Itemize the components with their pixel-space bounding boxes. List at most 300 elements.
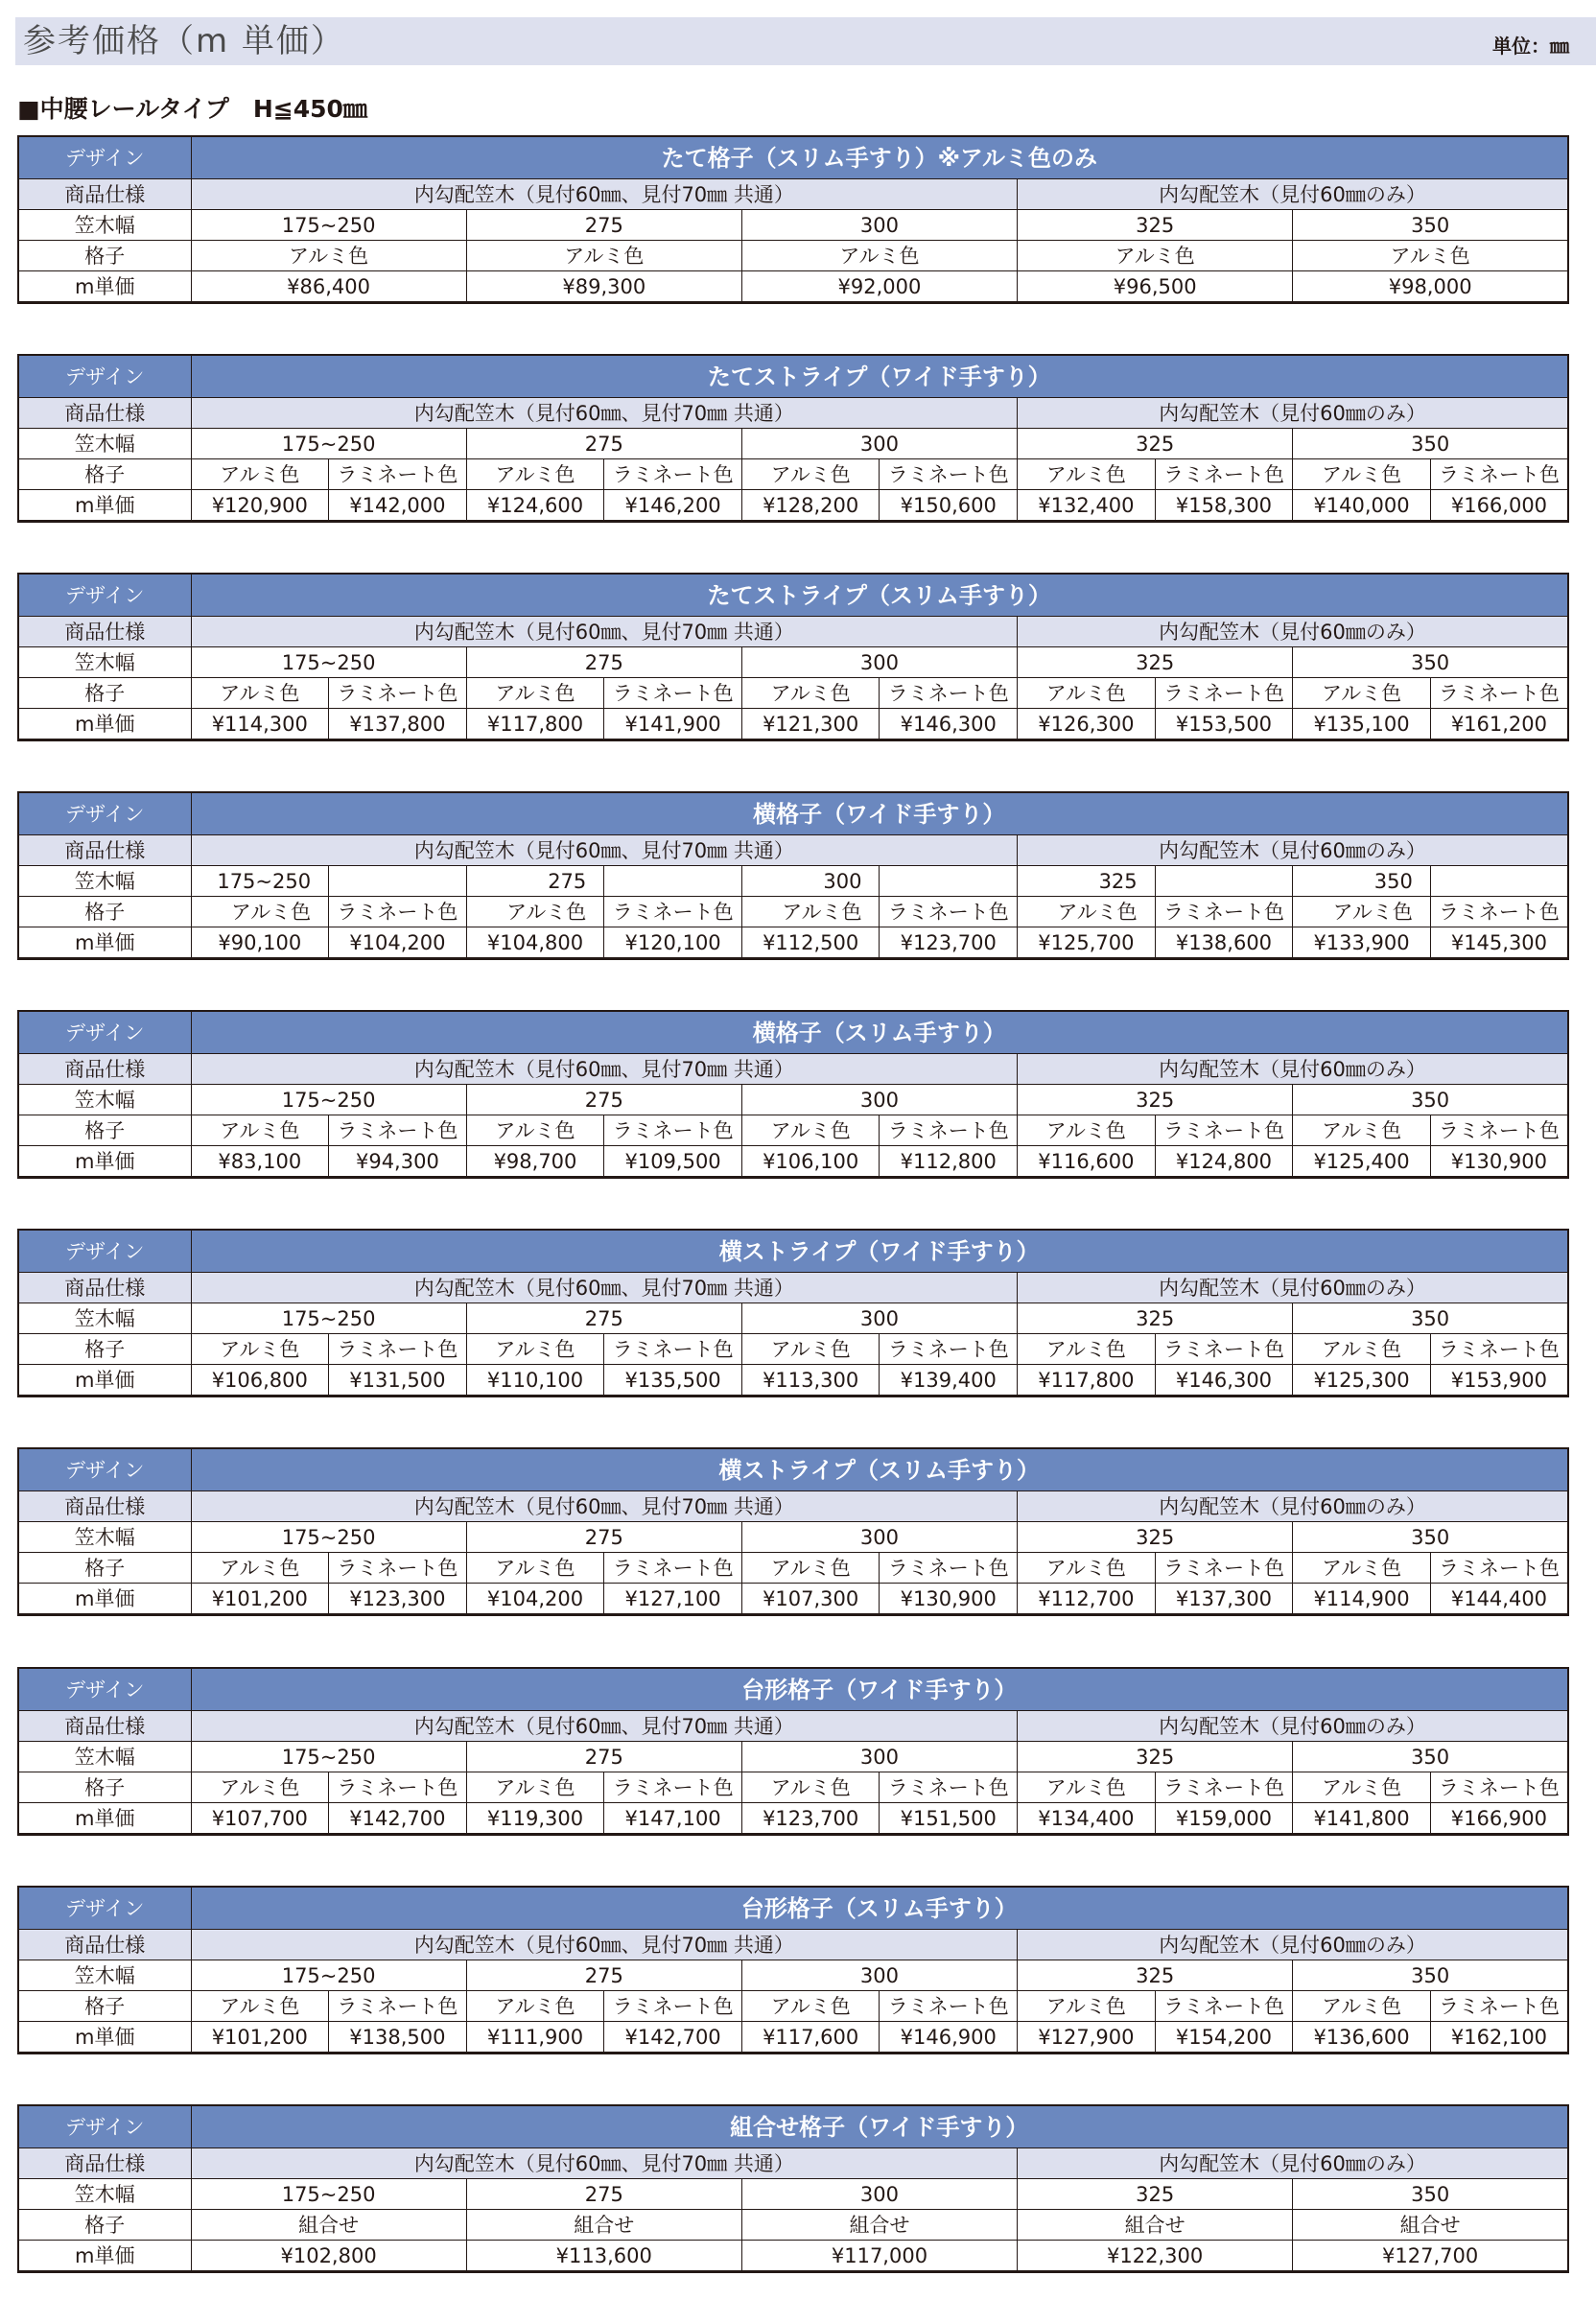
width-value: 175~250: [191, 210, 466, 241]
lattice-laminate: ラミネート色: [1155, 1334, 1293, 1365]
lattice-label: 格子: [18, 459, 191, 490]
price-value: ¥98,700: [466, 1146, 604, 1178]
width-value: 350: [1293, 2179, 1568, 2210]
price-value: ¥125,400: [1293, 1146, 1431, 1178]
lattice-value: アルミ色: [741, 241, 1017, 271]
price-value: ¥122,300: [1018, 2241, 1293, 2272]
price-value: ¥101,200: [191, 1584, 329, 1615]
width-value: 300: [741, 2179, 1017, 2210]
price-value: ¥134,400: [1018, 1803, 1156, 1835]
price-table: [17, 1229, 1569, 1397]
price-value: ¥132,400: [1018, 490, 1156, 522]
width-value: 275: [466, 1522, 741, 1553]
lattice-alumi: アルミ色: [1293, 1772, 1431, 1803]
price-value: ¥112,500: [741, 927, 880, 959]
price-value: ¥125,700: [1018, 927, 1156, 959]
design-label: デザイン: [18, 574, 191, 617]
price-value: ¥112,700: [1018, 1584, 1156, 1615]
price-value: ¥104,800: [466, 927, 604, 959]
price-label: m単価: [18, 1584, 191, 1615]
price-value: ¥138,600: [1155, 927, 1293, 959]
spec-left: 内勾配笠木（見付60㎜、見付70㎜ 共通）: [191, 1711, 1018, 1742]
lattice-alumi: アルミ色: [466, 1772, 604, 1803]
spec-label: 商品仕様: [18, 1491, 191, 1522]
width-value: 300: [741, 1742, 1017, 1772]
lattice-alumi: アルミ色: [1293, 1115, 1431, 1146]
lattice-alumi: アルミ色: [191, 1115, 329, 1146]
spec-label: 商品仕様: [18, 2148, 191, 2179]
lattice-laminate: ラミネート色: [880, 1772, 1018, 1803]
design-label: デザイン: [18, 2105, 191, 2148]
price-value: ¥135,100: [1293, 709, 1431, 740]
lattice-laminate: ラミネート色: [880, 1991, 1018, 2022]
width-value: 350: [1293, 647, 1568, 678]
price-value: ¥94,300: [329, 1146, 467, 1178]
lattice-alumi: アルミ色: [1018, 1772, 1156, 1803]
price-value: ¥104,200: [329, 927, 467, 959]
lattice-alumi: アルミ色: [1018, 678, 1156, 709]
width-value: 325: [1018, 1960, 1293, 1991]
lattice-alumi: アルミ色: [1018, 897, 1156, 927]
lattice-label: 格子: [18, 2210, 191, 2241]
width-value: 325: [1018, 866, 1156, 897]
lattice-laminate: ラミネート色: [1155, 1772, 1293, 1803]
spec-right: 内勾配笠木（見付60㎜のみ）: [1018, 1054, 1568, 1085]
price-value: ¥110,100: [466, 1365, 604, 1396]
width-value: 175~250: [191, 1960, 466, 1991]
spec-right: 内勾配笠木（見付60㎜のみ）: [1018, 398, 1569, 429]
width-value: 275: [466, 1303, 741, 1334]
price-value: ¥127,700: [1293, 2241, 1568, 2272]
spec-label: 商品仕様: [18, 1711, 191, 1742]
price-value: ¥166,000: [1430, 490, 1568, 522]
price-table: [17, 2104, 1569, 2273]
width-value: 300: [741, 1522, 1017, 1553]
price-label: m単価: [18, 1146, 191, 1178]
page-title: 参考価格（m 単価）: [23, 22, 345, 60]
lattice-laminate: ラミネート色: [880, 1553, 1018, 1584]
width-value: 175~250: [191, 2179, 466, 2210]
price-value: ¥109,500: [604, 1146, 742, 1178]
price-value: ¥137,300: [1155, 1584, 1293, 1615]
price-value: ¥113,600: [466, 2241, 741, 2272]
design-label: デザイン: [18, 792, 191, 835]
lattice-label: 格子: [18, 1553, 191, 1584]
lattice-value: 組合せ: [1018, 2210, 1293, 2241]
width-value: 300: [741, 1960, 1017, 1991]
price-value: ¥117,800: [1018, 1365, 1156, 1396]
spec-label: 商品仕様: [18, 617, 191, 647]
lattice-laminate: ラミネート色: [1430, 1991, 1568, 2022]
lattice-laminate: ラミネート色: [1155, 1115, 1293, 1146]
spec-left: 内勾配笠木（見付60㎜、見付70㎜ 共通）: [191, 835, 1018, 866]
width-value: 350: [1293, 210, 1568, 241]
width-value: 350: [1293, 1522, 1568, 1553]
lattice-label: 格子: [18, 897, 191, 927]
spec-left: 内勾配笠木（見付60㎜、見付70㎜ 共通）: [191, 2148, 1018, 2179]
price-value: ¥116,600: [1018, 1146, 1156, 1178]
lattice-alumi: アルミ色: [1018, 459, 1156, 490]
lattice-laminate: ラミネート色: [604, 459, 742, 490]
width-value: 325: [1018, 1085, 1293, 1115]
price-value: ¥123,700: [741, 1803, 880, 1835]
design-label: デザイン: [18, 1230, 191, 1273]
price-value: ¥146,300: [1155, 1365, 1293, 1396]
width-label: 笠木幅: [18, 429, 191, 459]
price-label: m単価: [18, 490, 191, 522]
price-value: ¥131,500: [329, 1365, 467, 1396]
price-value: ¥104,200: [466, 1584, 604, 1615]
width-value: 175~250: [191, 429, 466, 459]
price-value: ¥90,100: [191, 927, 329, 959]
price-value: ¥158,300: [1155, 490, 1293, 522]
price-table: [17, 1886, 1569, 2054]
lattice-alumi: アルミ色: [1293, 897, 1431, 927]
width-value: 300: [741, 647, 1017, 678]
spec-right: 内勾配笠木（見付60㎜のみ）: [1018, 1491, 1569, 1522]
spec-label: 商品仕様: [18, 1054, 191, 1085]
lattice-alumi: アルミ色: [1293, 1991, 1431, 2022]
design-label: デザイン: [18, 136, 191, 179]
price-value: ¥137,800: [329, 709, 467, 740]
spec-label: 商品仕様: [18, 835, 191, 866]
price-value: ¥113,300: [741, 1365, 880, 1396]
price-value: ¥112,800: [880, 1146, 1018, 1178]
width-empty: [329, 866, 467, 897]
price-value: ¥146,900: [880, 2022, 1018, 2054]
lattice-laminate: ラミネート色: [1430, 1772, 1568, 1803]
price-value: ¥142,000: [329, 490, 467, 522]
width-empty: [1430, 866, 1568, 897]
price-value: ¥161,200: [1430, 709, 1568, 740]
width-value: 300: [741, 1085, 1017, 1115]
price-value: ¥136,600: [1293, 2022, 1431, 2054]
price-value: ¥135,500: [604, 1365, 742, 1396]
lattice-laminate: ラミネート色: [1155, 678, 1293, 709]
design-name: 横ストライプ（スリム手すり）: [191, 1448, 1568, 1491]
width-label: 笠木幅: [18, 647, 191, 678]
design-name: たてストライプ（スリム手すり）: [191, 574, 1568, 617]
price-value: ¥153,500: [1155, 709, 1293, 740]
lattice-alumi: アルミ色: [191, 897, 329, 927]
lattice-laminate: ラミネート色: [329, 1553, 467, 1584]
lattice-laminate: ラミネート色: [1430, 459, 1568, 490]
lattice-alumi: アルミ色: [1293, 678, 1431, 709]
lattice-value: 組合せ: [191, 2210, 466, 2241]
lattice-alumi: アルミ色: [741, 1991, 880, 2022]
lattice-label: 格子: [18, 1772, 191, 1803]
price-value: ¥83,100: [191, 1146, 329, 1178]
price-value: ¥151,500: [880, 1803, 1018, 1835]
width-value: 350: [1293, 1303, 1568, 1334]
width-empty: [880, 866, 1018, 897]
width-value: 275: [466, 1085, 741, 1115]
lattice-alumi: アルミ色: [466, 1115, 604, 1146]
lattice-alumi: アルミ色: [466, 678, 604, 709]
width-label: 笠木幅: [18, 2179, 191, 2210]
price-value: ¥101,200: [191, 2022, 329, 2054]
design-name: 横ストライプ（ワイド手すり）: [191, 1230, 1568, 1273]
price-table: [17, 135, 1569, 304]
width-value: 300: [741, 1303, 1017, 1334]
lattice-laminate: ラミネート色: [329, 1115, 467, 1146]
price-label: m単価: [18, 2241, 191, 2272]
lattice-alumi: アルミ色: [1293, 1334, 1431, 1365]
lattice-laminate: ラミネート色: [880, 678, 1018, 709]
lattice-laminate: ラミネート色: [1430, 678, 1568, 709]
page-title-bar: [15, 17, 1596, 65]
price-table: [17, 1667, 1569, 1836]
spec-left: 内勾配笠木（見付60㎜、見付70㎜ 共通）: [191, 179, 1018, 210]
width-value: 325: [1018, 2179, 1293, 2210]
price-value: ¥120,900: [191, 490, 329, 522]
price-value: ¥146,200: [604, 490, 742, 522]
lattice-laminate: ラミネート色: [1430, 1334, 1568, 1365]
lattice-alumi: アルミ色: [466, 1334, 604, 1365]
lattice-laminate: ラミネート色: [1155, 897, 1293, 927]
width-empty: [604, 866, 742, 897]
price-value: ¥107,700: [191, 1803, 329, 1835]
lattice-value: アルミ色: [1293, 241, 1568, 271]
width-value: 275: [466, 647, 741, 678]
spec-left: 内勾配笠木（見付60㎜、見付70㎜ 共通）: [191, 1491, 1018, 1522]
width-label: 笠木幅: [18, 210, 191, 241]
design-label: デザイン: [18, 1668, 191, 1711]
lattice-alumi: アルミ色: [191, 1553, 329, 1584]
lattice-laminate: ラミネート色: [329, 897, 467, 927]
design-name: 横格子（ワイド手すり）: [191, 792, 1568, 835]
spec-left: 内勾配笠木（見付60㎜、見付70㎜ 共通）: [191, 617, 1018, 647]
lattice-laminate: ラミネート色: [1430, 897, 1568, 927]
price-label: m単価: [18, 2022, 191, 2054]
price-value: ¥119,300: [466, 1803, 604, 1835]
spec-label: 商品仕様: [18, 1273, 191, 1303]
lattice-alumi: アルミ色: [741, 459, 880, 490]
width-label: 笠木幅: [18, 1960, 191, 1991]
spec-label: 商品仕様: [18, 1930, 191, 1960]
price-table: [17, 354, 1569, 523]
width-value: 300: [741, 210, 1017, 241]
lattice-value: アルミ色: [466, 241, 741, 271]
lattice-laminate: ラミネート色: [604, 1334, 742, 1365]
lattice-alumi: アルミ色: [466, 459, 604, 490]
lattice-label: 格子: [18, 241, 191, 271]
lattice-laminate: ラミネート色: [1155, 459, 1293, 490]
lattice-laminate: ラミネート色: [329, 1334, 467, 1365]
lattice-laminate: ラミネート色: [604, 897, 742, 927]
lattice-laminate: ラミネート色: [604, 1553, 742, 1584]
price-value: ¥106,800: [191, 1365, 329, 1396]
width-value: 175~250: [191, 1303, 466, 1334]
width-value: 325: [1018, 210, 1293, 241]
lattice-alumi: アルミ色: [1293, 1553, 1431, 1584]
lattice-value: アルミ色: [191, 241, 466, 271]
width-value: 325: [1018, 647, 1293, 678]
design-name: 台形格子（スリム手すり）: [191, 1887, 1568, 1930]
price-value: ¥127,900: [1018, 2022, 1156, 2054]
width-value: 275: [466, 1960, 741, 1991]
price-value: ¥123,700: [880, 927, 1018, 959]
spec-right: 内勾配笠木（見付60㎜のみ）: [1018, 1930, 1569, 1960]
design-name: たて格子（スリム手すり）※アルミ色のみ: [191, 136, 1568, 179]
width-label: 笠木幅: [18, 866, 191, 897]
price-value: ¥147,100: [604, 1803, 742, 1835]
price-value: ¥130,900: [880, 1584, 1018, 1615]
price-value: ¥153,900: [1430, 1365, 1568, 1396]
lattice-laminate: ラミネート色: [1155, 1991, 1293, 2022]
width-value: 325: [1018, 1522, 1293, 1553]
price-value: ¥162,100: [1430, 2022, 1568, 2054]
lattice-laminate: ラミネート色: [880, 459, 1018, 490]
price-value: ¥140,000: [1293, 490, 1431, 522]
width-value: 275: [466, 210, 741, 241]
price-value: ¥166,900: [1430, 1803, 1568, 1835]
price-value: ¥141,900: [604, 709, 742, 740]
width-label: 笠木幅: [18, 1742, 191, 1772]
price-value: ¥121,300: [741, 709, 880, 740]
lattice-label: 格子: [18, 1334, 191, 1365]
price-label: m単価: [18, 709, 191, 740]
design-label: デザイン: [18, 1887, 191, 1930]
spec-right: 内勾配笠木（見付60㎜のみ）: [1018, 2148, 1569, 2179]
spec-label: 商品仕様: [18, 179, 191, 210]
spec-right: 内勾配笠木（見付60㎜のみ）: [1018, 1711, 1568, 1742]
lattice-alumi: アルミ色: [191, 459, 329, 490]
lattice-label: 格子: [18, 678, 191, 709]
width-value: 325: [1018, 1742, 1293, 1772]
price-table: [17, 1447, 1569, 1616]
lattice-laminate: ラミネート色: [1430, 1115, 1568, 1146]
price-value: ¥114,300: [191, 709, 329, 740]
width-empty: [1155, 866, 1293, 897]
lattice-label: 格子: [18, 1115, 191, 1146]
design-name: 横格子（スリム手すり）: [191, 1011, 1568, 1054]
lattice-laminate: ラミネート色: [1155, 1553, 1293, 1584]
lattice-laminate: ラミネート色: [604, 1115, 742, 1146]
lattice-alumi: アルミ色: [1018, 1553, 1156, 1584]
price-value: ¥141,800: [1293, 1803, 1431, 1835]
width-value: 350: [1293, 1960, 1568, 1991]
section-heading: ■中腰レールタイプ H≦450㎜: [17, 95, 367, 123]
spec-right: 内勾配笠木（見付60㎜のみ）: [1018, 835, 1568, 866]
price-value: ¥86,400: [191, 271, 466, 303]
price-value: ¥142,700: [604, 2022, 742, 2054]
lattice-alumi: アルミ色: [1018, 1334, 1156, 1365]
price-label: m単価: [18, 1365, 191, 1396]
width-value: 325: [1018, 429, 1293, 459]
lattice-laminate: ラミネート色: [880, 1115, 1018, 1146]
design-label: デザイン: [18, 1448, 191, 1491]
width-value: 175~250: [191, 1522, 466, 1553]
width-value: 350: [1293, 1742, 1568, 1772]
lattice-laminate: ラミネート色: [604, 1772, 742, 1803]
width-value: 350: [1293, 866, 1431, 897]
price-value: ¥138,500: [329, 2022, 467, 2054]
price-value: ¥142,700: [329, 1803, 467, 1835]
lattice-alumi: アルミ色: [466, 897, 604, 927]
lattice-alumi: アルミ色: [741, 1772, 880, 1803]
lattice-alumi: アルミ色: [466, 1553, 604, 1584]
lattice-laminate: ラミネート色: [329, 678, 467, 709]
lattice-value: 組合せ: [741, 2210, 1017, 2241]
width-label: 笠木幅: [18, 1522, 191, 1553]
width-value: 350: [1293, 1085, 1568, 1115]
lattice-alumi: アルミ色: [1293, 459, 1431, 490]
spec-right: 内勾配笠木（見付60㎜のみ）: [1018, 1273, 1568, 1303]
lattice-alumi: アルミ色: [741, 1115, 880, 1146]
spec-left: 内勾配笠木（見付60㎜、見付70㎜ 共通）: [191, 1054, 1018, 1085]
design-label: デザイン: [18, 1011, 191, 1054]
lattice-laminate: ラミネート色: [1430, 1553, 1568, 1584]
design-name: 台形格子（ワイド手すり）: [191, 1668, 1568, 1711]
lattice-alumi: アルミ色: [741, 1553, 880, 1584]
width-label: 笠木幅: [18, 1303, 191, 1334]
lattice-laminate: ラミネート色: [880, 897, 1018, 927]
width-value: 275: [466, 429, 741, 459]
lattice-laminate: ラミネート色: [329, 459, 467, 490]
lattice-alumi: アルミ色: [1018, 1991, 1156, 2022]
price-value: ¥96,500: [1018, 271, 1293, 303]
lattice-laminate: ラミネート色: [329, 1772, 467, 1803]
price-label: m単価: [18, 927, 191, 959]
price-value: ¥146,300: [880, 709, 1018, 740]
design-name: たてストライプ（ワイド手すり）: [191, 355, 1568, 398]
price-value: ¥139,400: [880, 1365, 1018, 1396]
design-name: 組合せ格子（ワイド手すり）: [191, 2105, 1568, 2148]
width-value: 275: [466, 866, 604, 897]
price-value: ¥117,800: [466, 709, 604, 740]
lattice-value: アルミ色: [1018, 241, 1293, 271]
price-value: ¥128,200: [741, 490, 880, 522]
price-value: ¥125,300: [1293, 1365, 1431, 1396]
lattice-alumi: アルミ色: [466, 1991, 604, 2022]
price-value: ¥154,200: [1155, 2022, 1293, 2054]
design-label: デザイン: [18, 355, 191, 398]
price-value: ¥114,900: [1293, 1584, 1431, 1615]
price-value: ¥126,300: [1018, 709, 1156, 740]
lattice-value: 組合せ: [1293, 2210, 1568, 2241]
unit-label: 単位：㎜: [1492, 35, 1569, 58]
price-value: ¥117,000: [741, 2241, 1017, 2272]
price-label: m単価: [18, 1803, 191, 1835]
price-value: ¥98,000: [1293, 271, 1568, 303]
spec-right: 内勾配笠木（見付60㎜のみ）: [1018, 179, 1568, 210]
spec-left: 内勾配笠木（見付60㎜、見付70㎜ 共通）: [191, 1273, 1018, 1303]
lattice-alumi: アルミ色: [191, 1772, 329, 1803]
lattice-value: 組合せ: [466, 2210, 741, 2241]
width-value: 175~250: [191, 866, 329, 897]
lattice-alumi: アルミ色: [191, 1991, 329, 2022]
width-label: 笠木幅: [18, 1085, 191, 1115]
price-value: ¥106,100: [741, 1146, 880, 1178]
lattice-laminate: ラミネート色: [604, 678, 742, 709]
price-value: ¥124,800: [1155, 1146, 1293, 1178]
lattice-laminate: ラミネート色: [604, 1991, 742, 2022]
price-value: ¥92,000: [741, 271, 1017, 303]
lattice-laminate: ラミネート色: [880, 1334, 1018, 1365]
spec-left: 内勾配笠木（見付60㎜、見付70㎜ 共通）: [191, 398, 1018, 429]
price-value: ¥150,600: [880, 490, 1018, 522]
price-value: ¥159,000: [1155, 1803, 1293, 1835]
width-value: 350: [1293, 429, 1568, 459]
price-value: ¥111,900: [466, 2022, 604, 2054]
lattice-alumi: アルミ色: [1018, 1115, 1156, 1146]
price-value: ¥127,100: [604, 1584, 742, 1615]
price-value: ¥145,300: [1430, 927, 1568, 959]
lattice-alumi: アルミ色: [191, 678, 329, 709]
width-value: 300: [741, 866, 880, 897]
lattice-alumi: アルミ色: [741, 897, 880, 927]
